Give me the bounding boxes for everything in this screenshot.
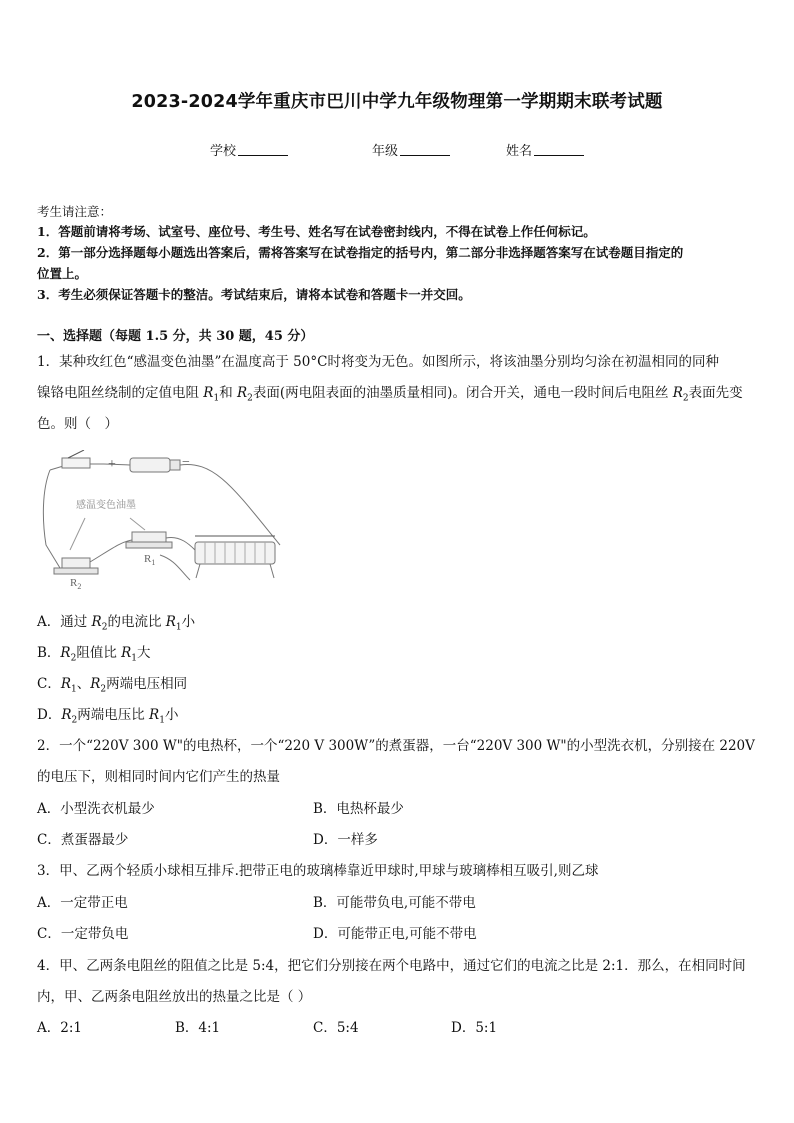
q2-option-d: D．一样多 [313, 832, 378, 848]
section-heading: 一、选择题（每题 1.5 分，共 30 题，45 分） [37, 329, 314, 344]
grade-field [372, 140, 450, 159]
q4-line1: 4．甲、乙两条电阻丝的阻值之比是 5:4，把它们分别接在两个电路中，通过它们的电流之比是 2:1．那么，在相同时间 [37, 958, 746, 974]
q1-line3: 色。则（ ） [37, 416, 118, 432]
notice-item: 1．答题前请将考场、试室号、座位号、考生号、姓名写在试卷密封线内，不得在试卷上作任何标记。 [37, 224, 596, 239]
notice-heading: 考生请注意： [37, 204, 113, 219]
q3-option-b: B．可能带负电,可能不带电 [313, 895, 476, 911]
minus-sign: − [182, 455, 190, 470]
q1-option-c: C．$R_1$、$R_2$两端电压相同 [37, 676, 188, 695]
q1-option-a: A．通过 $R_2$的电流比 $R_1$小 [37, 614, 196, 633]
resistor-r1 [132, 532, 166, 542]
notice-item: 3．考生必须保证答题卡的整洁。考试结束后，请将本试卷和答题卡一并交回。 [37, 287, 471, 302]
q4-option-c: C．5:4 [313, 1020, 359, 1036]
school-blank [238, 143, 288, 156]
battery [130, 458, 170, 472]
q2-option-b: B．电热杯最少 [313, 801, 404, 817]
school-field [210, 140, 288, 159]
plus-sign: + [108, 457, 116, 472]
q4-option-b: B．4:1 [175, 1020, 221, 1036]
q2-option-c: C．煮蛋器最少 [37, 832, 129, 848]
switch [62, 458, 90, 468]
school-label: 学校 [210, 144, 237, 159]
q2-line2: 的电压下，则相同时间内它们产生的热量 [37, 769, 280, 785]
q2-option-a: A．小型洗衣机最少 [37, 801, 155, 817]
q1-option-b: B．$R_2$阻值比 $R_1$大 [37, 645, 151, 664]
circuit-diagram [40, 450, 300, 590]
q3-option-a: A．一定带正电 [37, 895, 128, 911]
q2-line1: 2．一个“220V 300 W"的电热杯，一个“220 V 300W”的煮蛋器，一台“220V 300 W"的小型洗衣机，分别接在 220V [37, 738, 755, 754]
r2-label: $R_2$ [70, 577, 82, 590]
notice-item: 位置上。 [37, 266, 88, 281]
r1-label: $R_1$ [144, 553, 156, 567]
grade-label: 年级 [372, 144, 399, 159]
name-label: 姓名 [506, 144, 533, 159]
name-blank [534, 143, 584, 156]
notice-item: 2．第一部分选择题每小题选出答案后，需将答案写在试卷指定的括号内，第二部分非选择题答案写在试卷题目指定的 [37, 245, 684, 260]
q1-line2: 镍铬电阻丝绕制的定值电阻 $R_1$和 $R_2$表面(两电阻表面的油墨质量相同)。闭合开关，通电一段时间后电阻丝 $R_2$表面先变 [37, 385, 743, 404]
q3-option-c: C．一定带负电 [37, 926, 129, 942]
ink-label: 感温变色油墨 [76, 500, 136, 511]
grade-blank [400, 143, 450, 156]
q4-option-a: A．2:1 [37, 1020, 82, 1036]
name-field [506, 140, 584, 159]
q4-line2: 内，甲、乙两条电阻丝放出的热量之比是（ ） [37, 989, 312, 1005]
q3-option-d: D．可能带正电,可能不带电 [313, 926, 477, 942]
q1-line1: 1．某种玫红色“感温变色油墨”在温度高于 50°C时将变为无色。如图所示，将该油墨分别均匀涂在初温相同的同种 [37, 354, 719, 370]
page-title: 2023-2024学年重庆市巴川中学九年级物理第一学期期末联考试题 [131, 92, 663, 112]
wire [43, 470, 60, 568]
q3-line1: 3．甲、乙两个轻质小球相互排斥.把带正电的玻璃棒靠近甲球时,甲球与玻璃棒相互吸引,则乙球 [37, 863, 599, 879]
q1-option-d: D．$R_2$两端电压比 $R_1$小 [37, 707, 179, 726]
resistor-r2 [62, 558, 90, 568]
q4-option-d: D．5:1 [451, 1020, 498, 1036]
